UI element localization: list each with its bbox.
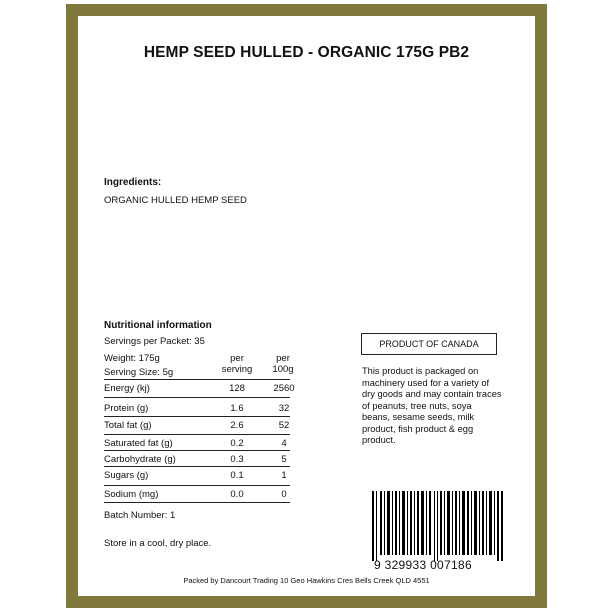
per-serving-value: 0.1 [230,470,244,481]
nutrition-row [104,416,290,433]
per-serving-value: 1.6 [230,403,244,414]
per-100g-value: 0 [281,489,287,500]
per-serving-value: 0.2 [230,438,244,449]
batch-number: Batch Number: 1 [104,510,176,521]
nutrition-row [104,450,290,467]
nutrient-label: Saturated fat (g) [104,438,173,449]
per-serving-value: 2.6 [230,420,244,431]
label-content [78,16,535,596]
origin-box: PRODUCT OF CANADA [361,333,497,355]
weight: Weight: 175g [104,353,160,364]
serving-size: Serving Size: 5g [104,367,174,378]
col-header-per-serving [212,353,262,375]
product-title: HEMP SEED HULLED - ORGANIC 175G PB2 [143,44,470,61]
nutrition-row [104,434,290,451]
per-100g-value: 32 [278,403,290,414]
nutrition-row [104,466,290,485]
nutrient-label: Sugars (g) [104,470,149,481]
col2-line2: 100g [272,364,294,375]
col-header-per-100g [258,353,308,375]
per-serving-value: 128 [229,383,245,394]
per-100g-value: 1 [281,470,287,481]
col2-line1: per [276,353,290,364]
nutrient-label: Total fat (g) [104,420,152,431]
barcode [372,491,504,561]
nutrient-label: Carbohydrate (g) [104,454,176,465]
col1-line1: per [230,353,244,364]
per-serving-value: 0.0 [230,489,244,500]
nutrition-row [104,397,290,416]
per-serving-value: 0.3 [230,454,244,465]
per-100g-value: 4 [281,438,287,449]
nutrient-label: Protein (g) [104,403,149,414]
allergen-notice: This product is packaged on machinery used for a variety of dry goods and may contain traces of peanuts, tree nuts, soya beans, sesame seeds, milk product, fish product & egg product. [362,366,502,445]
nutrition-heading: Nutritional information [104,320,212,331]
per-100g-value: 2560 [273,383,295,394]
packed-by: Packed by Dancourt Trading 10 Geo Hawkins Cres Bells Creek QLD 4551 [183,576,430,585]
ingredients-text: ORGANIC HULLED HEMP SEED [104,195,247,206]
col1-line2: serving [221,364,253,375]
storage-instructions: Store in a cool, dry place. [104,538,212,549]
servings-per-packet: Servings per Packet: 35 [104,336,205,347]
nutrition-row [104,379,295,396]
label-frame [66,4,547,608]
nutrient-label: Sodium (mg) [104,489,159,500]
nutrition-row [104,485,290,503]
barcode-number: 9 329933 007186 [374,558,472,572]
per-100g-value: 5 [281,454,287,465]
ingredients-heading: Ingredients: [104,177,162,188]
per-100g-value: 52 [278,420,290,431]
nutrient-label: Energy (kj) [104,383,150,394]
